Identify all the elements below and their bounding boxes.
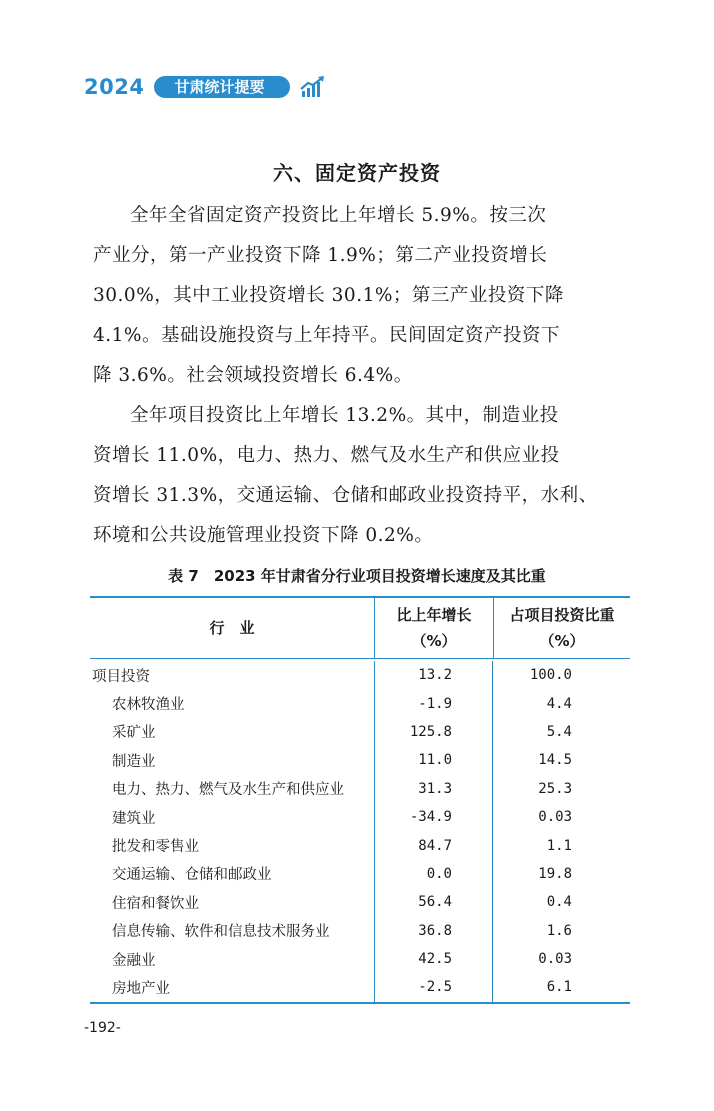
growth-value: 11.0 bbox=[418, 752, 452, 769]
table-row bbox=[90, 718, 630, 746]
header-book-title: 甘肃统计提要 bbox=[154, 76, 290, 98]
investment-table bbox=[90, 596, 630, 1004]
share-value: 19.8 bbox=[538, 865, 572, 882]
table-row bbox=[90, 775, 630, 803]
share-value: 100.0 bbox=[529, 667, 572, 684]
share-value: 0.03 bbox=[538, 951, 572, 968]
paragraph-line: 环境和公共设施管理业投资下降 0.2%。 bbox=[93, 525, 434, 546]
paragraph-line: 全年全省固定资产投资比上年增长 5.9%。按三次 bbox=[130, 205, 547, 226]
industry-name: 批发和零售业 bbox=[112, 839, 199, 856]
paragraph-line: 4.1%。基础设施投资与上年持平。民间固定资产投资下 bbox=[93, 325, 561, 346]
paragraph-line: 产业分，第一产业投资下降 1.9%；第二产业投资增长 bbox=[93, 245, 548, 266]
paragraph-line: 全年项目投资比上年增长 13.2%。其中，制造业投 bbox=[130, 405, 559, 426]
table-row bbox=[90, 803, 630, 831]
industry-name: 信息传输、软件和信息技术服务业 bbox=[112, 924, 330, 941]
page-number: -192- bbox=[84, 1020, 121, 1036]
header-industry-label: 行 业 bbox=[209, 619, 255, 637]
table-row bbox=[90, 917, 630, 945]
table-header bbox=[90, 598, 630, 659]
table-row bbox=[90, 945, 630, 973]
growth-value: 42.5 bbox=[418, 951, 452, 968]
share-value: 0.03 bbox=[538, 809, 572, 826]
header-share-label: 占项目投资比重 bbox=[509, 606, 615, 624]
table-row bbox=[90, 860, 630, 888]
share-value: 1.6 bbox=[546, 922, 572, 939]
table-row bbox=[90, 831, 630, 859]
table-row bbox=[90, 661, 630, 689]
growth-value: -34.9 bbox=[409, 809, 452, 826]
industry-name: 制造业 bbox=[112, 753, 156, 770]
industry-name: 农林牧渔业 bbox=[112, 697, 185, 714]
table-title: 表 7 2023 年甘肃省分行业项目投资增长速度及其比重 bbox=[168, 567, 546, 585]
growth-value: 125.8 bbox=[409, 723, 452, 740]
paragraph-line: 资增长 11.0%，电力、热力、燃气及水生产和供应业投 bbox=[93, 445, 560, 466]
paragraph-fixed-asset-investment bbox=[93, 196, 633, 396]
industry-name: 交通运输、仓储和邮政业 bbox=[112, 867, 272, 884]
paragraph-project-investment bbox=[93, 396, 633, 556]
paragraph-line: 降 3.6%。社会领域投资增长 6.4%。 bbox=[93, 365, 413, 386]
header-share-unit: （%） bbox=[539, 632, 585, 650]
share-value: 5.4 bbox=[546, 723, 572, 740]
header-share bbox=[494, 598, 630, 658]
growth-chart-icon bbox=[300, 75, 326, 99]
growth-value: -2.5 bbox=[418, 979, 452, 996]
growth-value: 56.4 bbox=[418, 894, 452, 911]
table-row bbox=[90, 689, 630, 717]
page-header bbox=[84, 72, 326, 102]
header-growth bbox=[375, 598, 494, 658]
industry-name: 金融业 bbox=[112, 952, 156, 969]
industry-name: 项目投资 bbox=[92, 668, 150, 685]
paragraph-line: 资增长 31.3%，交通运输、仓储和邮政业投资持平，水利、 bbox=[93, 485, 598, 506]
share-value: 14.5 bbox=[538, 752, 572, 769]
table-row bbox=[90, 746, 630, 774]
share-value: 6.1 bbox=[546, 979, 572, 996]
header-year: 2024 bbox=[84, 75, 145, 99]
growth-value: 0.0 bbox=[426, 865, 452, 882]
table-row bbox=[90, 888, 630, 916]
industry-name: 电力、热力、燃气及水生产和供应业 bbox=[112, 782, 344, 799]
share-value: 4.4 bbox=[546, 695, 572, 712]
share-value: 25.3 bbox=[538, 780, 572, 797]
header-growth-label: 比上年增长 bbox=[396, 606, 472, 624]
table-body bbox=[90, 661, 630, 1002]
industry-name: 建筑业 bbox=[112, 810, 156, 827]
industry-name: 采矿业 bbox=[112, 725, 156, 742]
growth-value: -1.9 bbox=[418, 695, 452, 712]
growth-value: 31.3 bbox=[418, 780, 452, 797]
industry-name: 房地产业 bbox=[112, 980, 170, 997]
growth-value: 36.8 bbox=[418, 922, 452, 939]
header-growth-unit: （%） bbox=[411, 632, 457, 650]
share-value: 1.1 bbox=[546, 837, 572, 854]
table-row bbox=[90, 973, 630, 1001]
section-title: 六、固定资产投资 bbox=[273, 161, 441, 185]
industry-name: 住宿和餐饮业 bbox=[112, 895, 199, 912]
share-value: 0.4 bbox=[546, 894, 572, 911]
header-industry bbox=[90, 598, 375, 658]
growth-value: 13.2 bbox=[418, 667, 452, 684]
paragraph-line: 30.0%，其中工业投资增长 30.1%；第三产业投资下降 bbox=[93, 285, 564, 306]
growth-value: 84.7 bbox=[418, 837, 452, 854]
